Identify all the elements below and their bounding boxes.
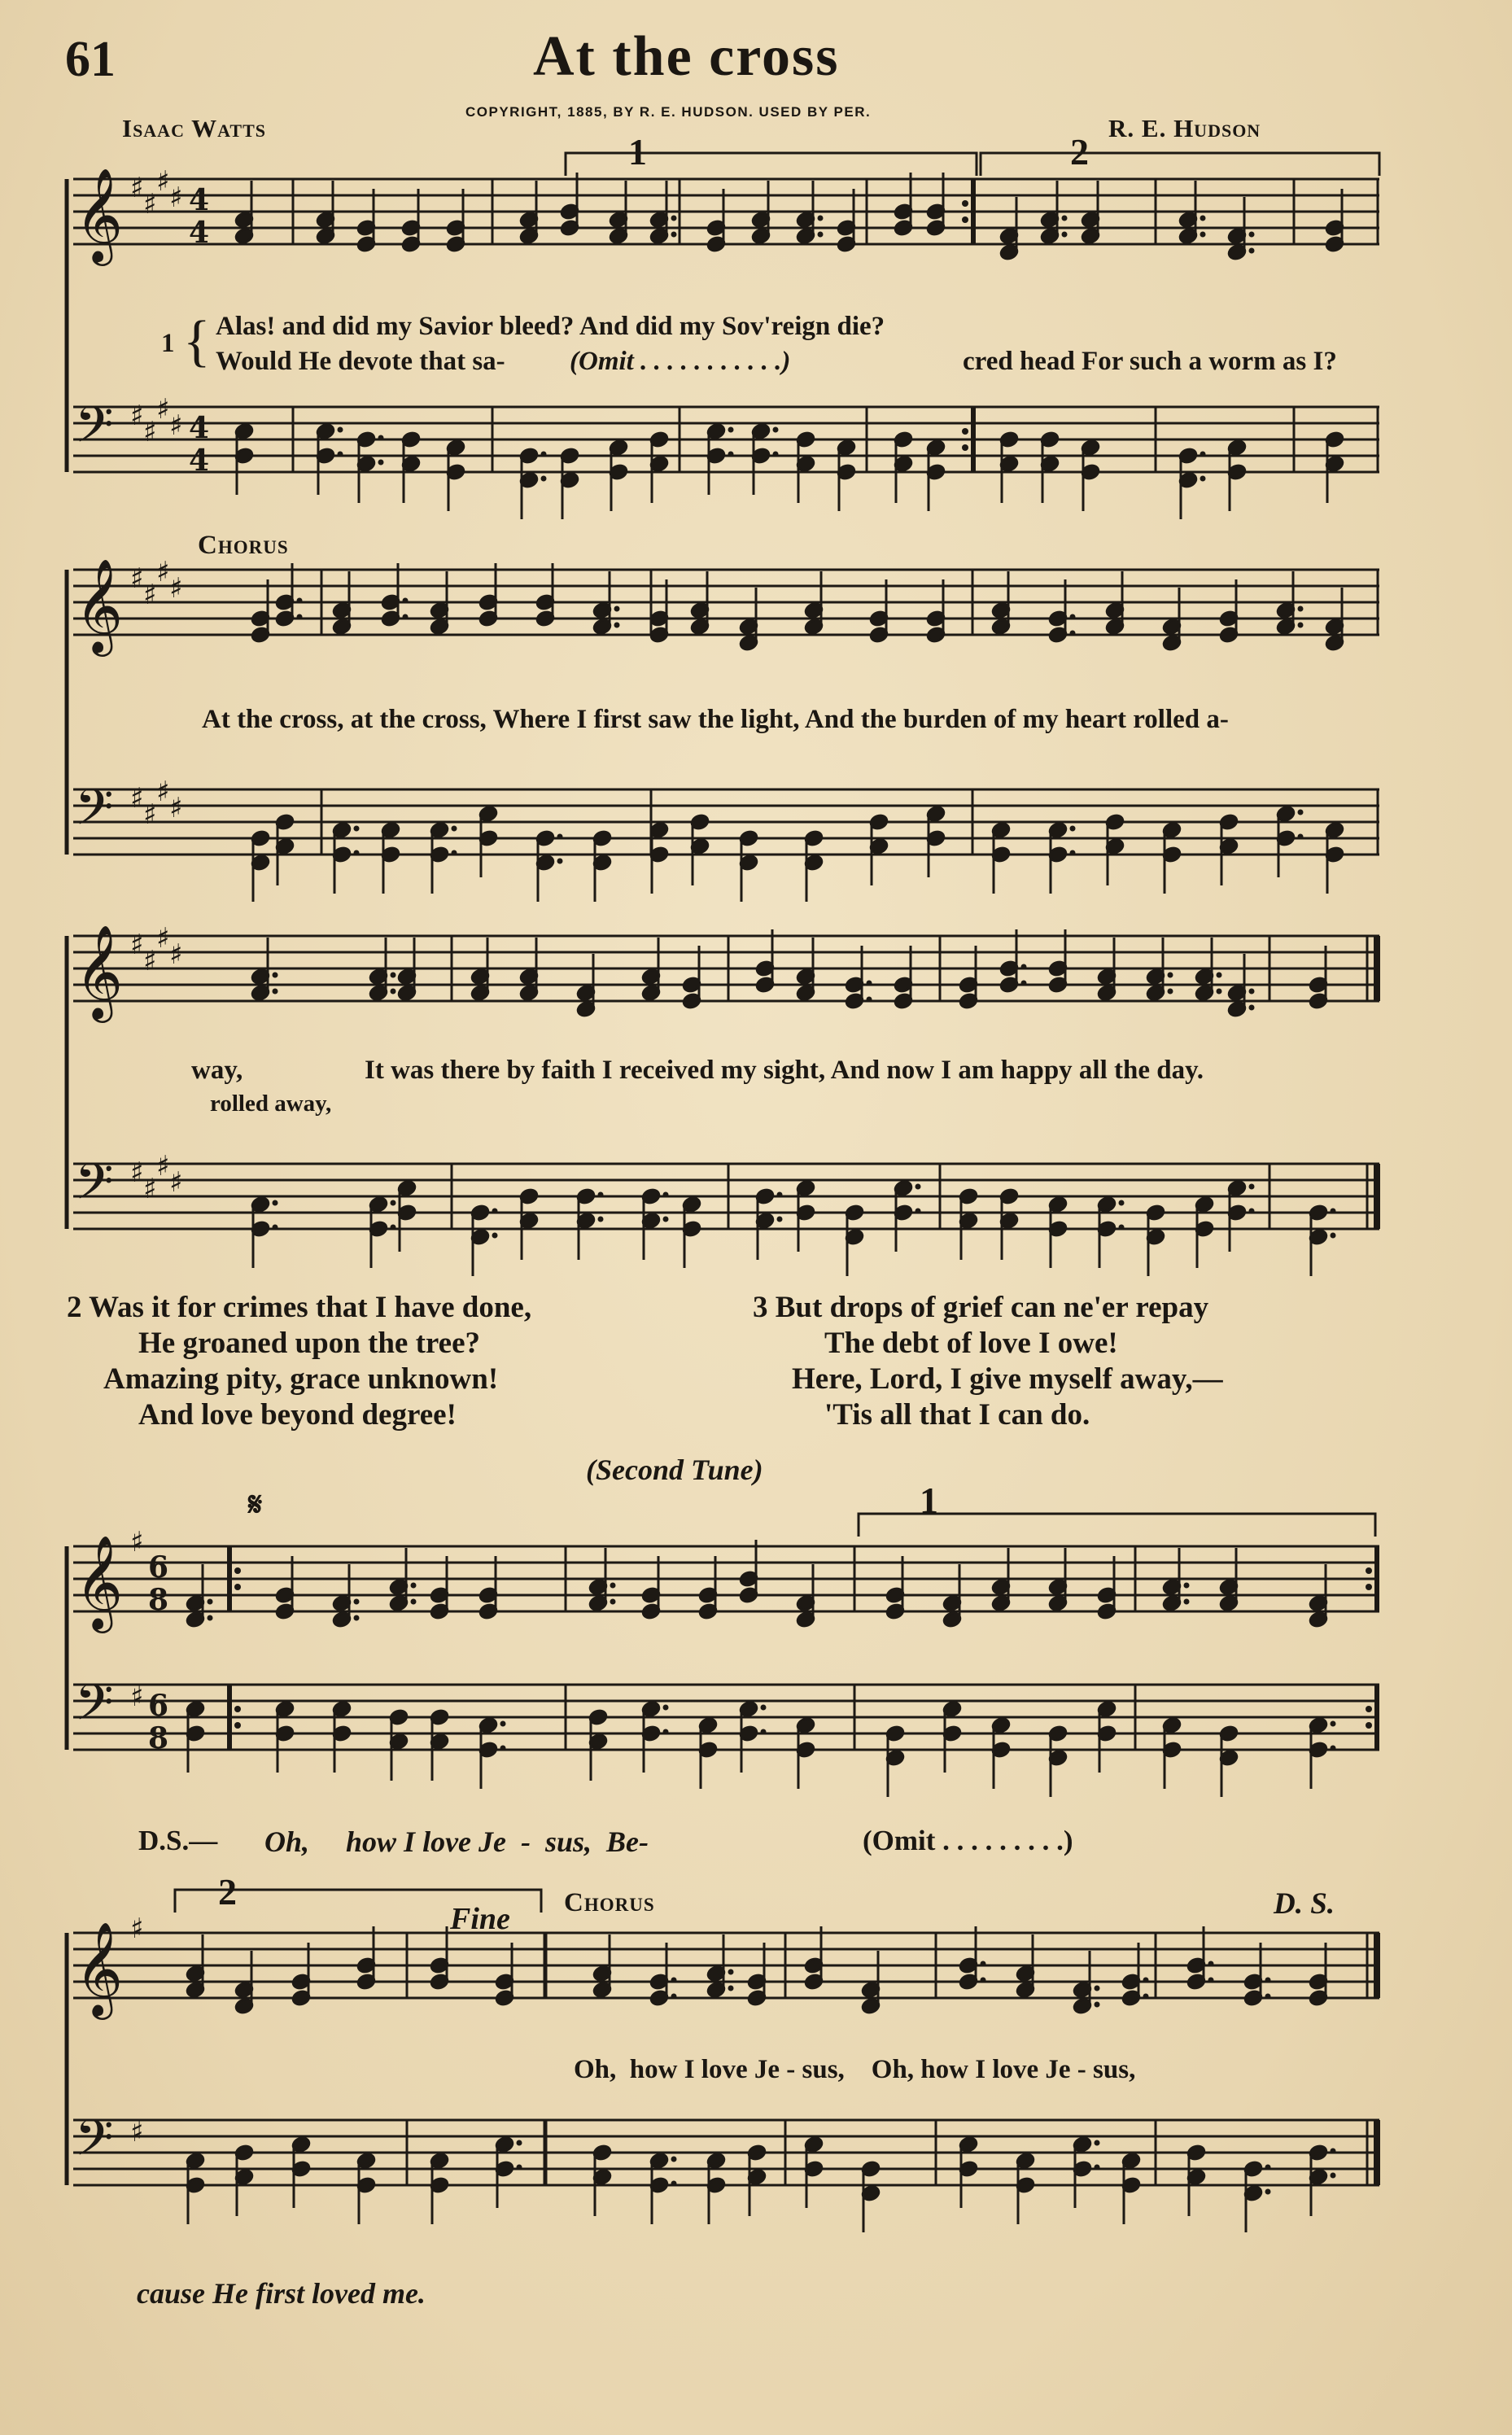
note-dot [671, 1994, 677, 2000]
chorus-line2-a: way, [191, 1056, 243, 1085]
note-dot [1168, 973, 1173, 978]
note-dot [663, 1192, 669, 1198]
verse-3-line-1: 3 But drops of grief can ne'er repay [753, 1291, 1209, 1324]
verse1-omit: (Omit . . . . . . . . . . .) [570, 347, 791, 376]
verse1-line2-end: cred head For such a worm as I? [963, 347, 1337, 376]
note-dot [1249, 989, 1255, 995]
volta-2-number: 2 [1070, 131, 1089, 173]
svg-text:𝄞: 𝄞 [75, 924, 124, 1019]
note-dot [1200, 452, 1206, 457]
verse-2-line-3: Amazing pity, grace unknown! [103, 1362, 499, 1396]
note-dot [1265, 1978, 1271, 1983]
chorus-label-1: Chorus [198, 531, 289, 560]
svg-text:4: 4 [189, 411, 210, 445]
note-dot [452, 826, 457, 832]
note-dot [391, 1225, 396, 1231]
note-dot [1331, 1233, 1336, 1239]
svg-text:♯: ♯ [143, 945, 157, 977]
note-dot [500, 1721, 506, 1727]
note-dot [728, 1986, 734, 1991]
note-dot [492, 1233, 498, 1239]
svg-text:♯: ♯ [156, 556, 170, 588]
note-dot [338, 452, 343, 457]
note-dot [1249, 1005, 1255, 1011]
note-dot [1265, 2165, 1271, 2171]
note-dot [610, 1583, 616, 1589]
svg-text:♯: ♯ [143, 1173, 157, 1205]
note-dot [208, 1599, 213, 1605]
note-dot [403, 614, 409, 620]
note-dot [614, 623, 620, 628]
svg-text:♯: ♯ [130, 929, 144, 961]
note-dot [981, 1961, 986, 1967]
svg-text:♯: ♯ [156, 776, 170, 808]
note-dot [297, 614, 303, 620]
note-dot [1095, 2165, 1100, 2171]
note-dot [1331, 1209, 1336, 1214]
note-dot [391, 973, 396, 978]
volta-1-number: 1 [628, 131, 647, 173]
svg-text:♯: ♯ [130, 782, 144, 815]
chorus-line1: At the cross, at the cross, Where I first saw the light, And the burden of my heart rolled a- [202, 705, 1229, 734]
note-dot [1200, 216, 1206, 221]
svg-text:8: 8 [148, 1583, 169, 1617]
second-volta-2-number: 2 [218, 1871, 237, 1913]
note-dot [777, 1192, 783, 1198]
note-dot [761, 1705, 767, 1711]
svg-text:♯: ♯ [156, 393, 170, 426]
note-dot [598, 1192, 604, 1198]
chorus-line2-alt: rolled away, [210, 1091, 332, 1117]
music-system-4 [0, 1497, 1512, 1807]
note-dot [761, 1729, 767, 1735]
ending-lyric: cause He first loved me. [137, 2277, 426, 2310]
note-dot [517, 2140, 522, 2146]
note-dot [1070, 631, 1076, 636]
note-dot [867, 997, 872, 1003]
verse1-line1: Alas! and did my Savior bleed? And did my Sov'reign die? [216, 312, 885, 341]
note-dot [773, 452, 779, 457]
note-dot [1265, 1994, 1271, 2000]
note-dot [916, 1184, 921, 1190]
note-dot [867, 981, 872, 986]
verse-2-line-2: He groaned upon the tree? [138, 1327, 481, 1360]
note-dot [1062, 216, 1068, 221]
note-dot [1331, 2149, 1336, 2154]
svg-text:𝄢: 𝄢 [75, 396, 114, 466]
note-dot [1249, 232, 1255, 238]
note-dot [1265, 2189, 1271, 2195]
note-dot [1249, 1209, 1255, 1214]
note-dot [517, 2165, 522, 2171]
svg-text:♯: ♯ [130, 1913, 144, 1945]
note-dot [671, 1978, 677, 1983]
svg-text:♯: ♯ [143, 579, 157, 611]
note-dot [391, 989, 396, 995]
note-dot [773, 427, 779, 433]
note-dot [1217, 989, 1222, 995]
note-dot [492, 1209, 498, 1214]
note-dot [500, 1746, 506, 1751]
svg-text:4: 4 [189, 444, 210, 478]
note-dot [1184, 1599, 1190, 1605]
verse-3-line-2: The debt of love I owe! [824, 1327, 1118, 1360]
note-dot [1095, 2140, 1100, 2146]
note-dot [273, 1225, 278, 1231]
note-dot [1331, 2173, 1336, 2179]
note-dot [1021, 981, 1027, 986]
verse-3-line-3: Here, Lord, I give myself away,— [792, 1362, 1223, 1396]
svg-text:♯: ♯ [130, 1156, 144, 1189]
note-dot [663, 1217, 669, 1222]
note-dot [378, 435, 384, 441]
note-dot [354, 850, 360, 856]
note-dot [777, 1217, 783, 1222]
svg-text:♯: ♯ [156, 165, 170, 198]
note-dot [916, 1209, 921, 1214]
note-dot [671, 216, 677, 221]
svg-text:6: 6 [148, 1689, 169, 1723]
svg-text:𝄞: 𝄞 [75, 1534, 124, 1629]
note-dot [1208, 1978, 1214, 1983]
note-dot [297, 598, 303, 604]
svg-text:♯: ♯ [169, 181, 183, 214]
note-dot [663, 1705, 669, 1711]
note-dot [1168, 989, 1173, 995]
svg-text:𝄢: 𝄢 [75, 1153, 114, 1223]
verse-3 [753, 1290, 1223, 1433]
note-dot [354, 1615, 360, 1621]
note-dot [1143, 1978, 1149, 1983]
svg-text:♯: ♯ [169, 792, 183, 824]
note-dot [403, 598, 409, 604]
svg-text:♯: ♯ [169, 572, 183, 605]
svg-text:♯: ♯ [130, 1526, 144, 1558]
note-dot [1143, 1994, 1149, 2000]
svg-text:8: 8 [148, 1721, 169, 1755]
note-dot [1200, 476, 1206, 482]
note-dot [1070, 850, 1076, 856]
note-dot [671, 2157, 677, 2162]
svg-text:𝄢: 𝄢 [75, 1674, 114, 1744]
note-dot [1095, 1986, 1100, 1991]
note-dot [1119, 1200, 1125, 1206]
note-dot [391, 1200, 396, 1206]
note-dot [208, 1615, 213, 1621]
note-dot [557, 834, 563, 840]
note-dot [981, 1978, 986, 1983]
svg-text:𝄢: 𝄢 [75, 779, 114, 849]
svg-text:𝄞: 𝄞 [75, 557, 124, 653]
second-chorus-lyric: Oh, how I love Je - sus, Oh, how I love Je - sus, [574, 2055, 1136, 2084]
svg-text:♯: ♯ [169, 938, 183, 971]
svg-text:♯: ♯ [143, 188, 157, 221]
svg-text:4: 4 [189, 183, 210, 217]
svg-text:♯: ♯ [130, 172, 144, 204]
ds-line-text: Oh, how I love Je - sus, Be- [264, 1825, 649, 1858]
note-dot [1184, 1583, 1190, 1589]
note-dot [1298, 810, 1304, 815]
note-dot [1298, 623, 1304, 628]
note-dot [1217, 973, 1222, 978]
second-tune-heading: (Second Tune) [586, 1454, 763, 1486]
svg-text:♯: ♯ [169, 1166, 183, 1199]
note-dot [728, 452, 734, 457]
svg-text:𝄞: 𝄞 [75, 1921, 124, 2016]
note-dot [354, 826, 360, 832]
verse1-brace: { [183, 310, 211, 373]
note-dot [273, 973, 278, 978]
copyright-notice: COPYRIGHT, 1885, BY R. E. HUDSON. USED BY PER. [465, 104, 872, 120]
verse-2-number: 2 [67, 1291, 82, 1324]
svg-text:♯: ♯ [143, 416, 157, 448]
note-dot [273, 1200, 278, 1206]
note-dot [671, 2181, 677, 2187]
svg-text:♯: ♯ [143, 798, 157, 831]
note-dot [671, 232, 677, 238]
note-dot [728, 427, 734, 433]
svg-text:4: 4 [189, 216, 210, 250]
note-dot [1249, 1184, 1255, 1190]
svg-text:♯: ♯ [156, 1150, 170, 1183]
note-dot [1062, 232, 1068, 238]
note-dot [411, 1583, 417, 1589]
note-dot [1070, 826, 1076, 832]
svg-text:♯: ♯ [130, 1681, 144, 1713]
lyricist-credit: Isaac Watts [122, 114, 266, 142]
svg-text:𝄞: 𝄞 [75, 167, 124, 262]
svg-text:𝄢: 𝄢 [75, 2109, 114, 2179]
note-dot [1119, 1225, 1125, 1231]
note-dot [1200, 232, 1206, 238]
note-dot [818, 232, 824, 238]
note-dot [354, 1599, 360, 1605]
svg-text:6: 6 [148, 1550, 169, 1585]
chorus-label-2: Chorus [564, 1888, 655, 1917]
note-dot [1249, 248, 1255, 254]
ds-line-omit: (Omit . . . . . . . . .) [863, 1825, 1073, 1856]
fine-label: Fine [450, 1902, 510, 1936]
svg-text:♯: ♯ [156, 922, 170, 955]
note-dot [610, 1599, 616, 1605]
note-dot [1095, 2002, 1100, 2008]
verse-2 [67, 1290, 531, 1433]
verse-2-line-1: 2 Was it for crimes that I have done, [67, 1291, 532, 1324]
ds-line-prefix: D.S.— [138, 1825, 218, 1856]
note-dot [1331, 1746, 1336, 1751]
note-dot [338, 427, 343, 433]
chorus-line2-b: It was there by faith I received my sight, And now I am happy all the day. [365, 1056, 1204, 1085]
note-dot [1298, 834, 1304, 840]
note-dot [452, 850, 457, 856]
note-dot [663, 1729, 669, 1735]
note-dot [1298, 606, 1304, 612]
note-dot [273, 989, 278, 995]
note-dot [541, 452, 547, 457]
note-dot [728, 1969, 734, 1975]
verse-3-number: 3 [753, 1291, 768, 1324]
note-dot [1021, 964, 1027, 970]
note-dot [411, 1599, 417, 1605]
note-dot [541, 476, 547, 482]
note-dot [614, 606, 620, 612]
verse-2-line-4: And love beyond degree! [138, 1398, 457, 1432]
svg-text:♯: ♯ [169, 409, 183, 442]
verse1-line2-start: Would He devote that sa- [216, 347, 505, 376]
verse-3-line-4: 'Tis all that I can do. [824, 1398, 1090, 1432]
note-dot [557, 859, 563, 864]
verse1-number: 1 [161, 329, 175, 358]
svg-text:♯: ♯ [130, 562, 144, 595]
note-dot [598, 1217, 604, 1222]
ds-label: D. S. [1274, 1887, 1335, 1921]
second-volta-1-number: 1 [920, 1480, 938, 1521]
page-number: 61 [65, 32, 116, 87]
note-dot [1331, 1721, 1336, 1727]
svg-text:♯: ♯ [130, 2116, 144, 2149]
svg-text:♯: ♯ [130, 400, 144, 432]
note-dot [818, 216, 824, 221]
segno-sign: 𝄋 [248, 1486, 263, 1524]
hymn-title: At the cross [533, 25, 840, 88]
note-dot [1208, 1961, 1214, 1967]
note-dot [1070, 614, 1076, 620]
composer-credit: R. E. Hudson [1108, 114, 1261, 142]
note-dot [378, 460, 384, 466]
